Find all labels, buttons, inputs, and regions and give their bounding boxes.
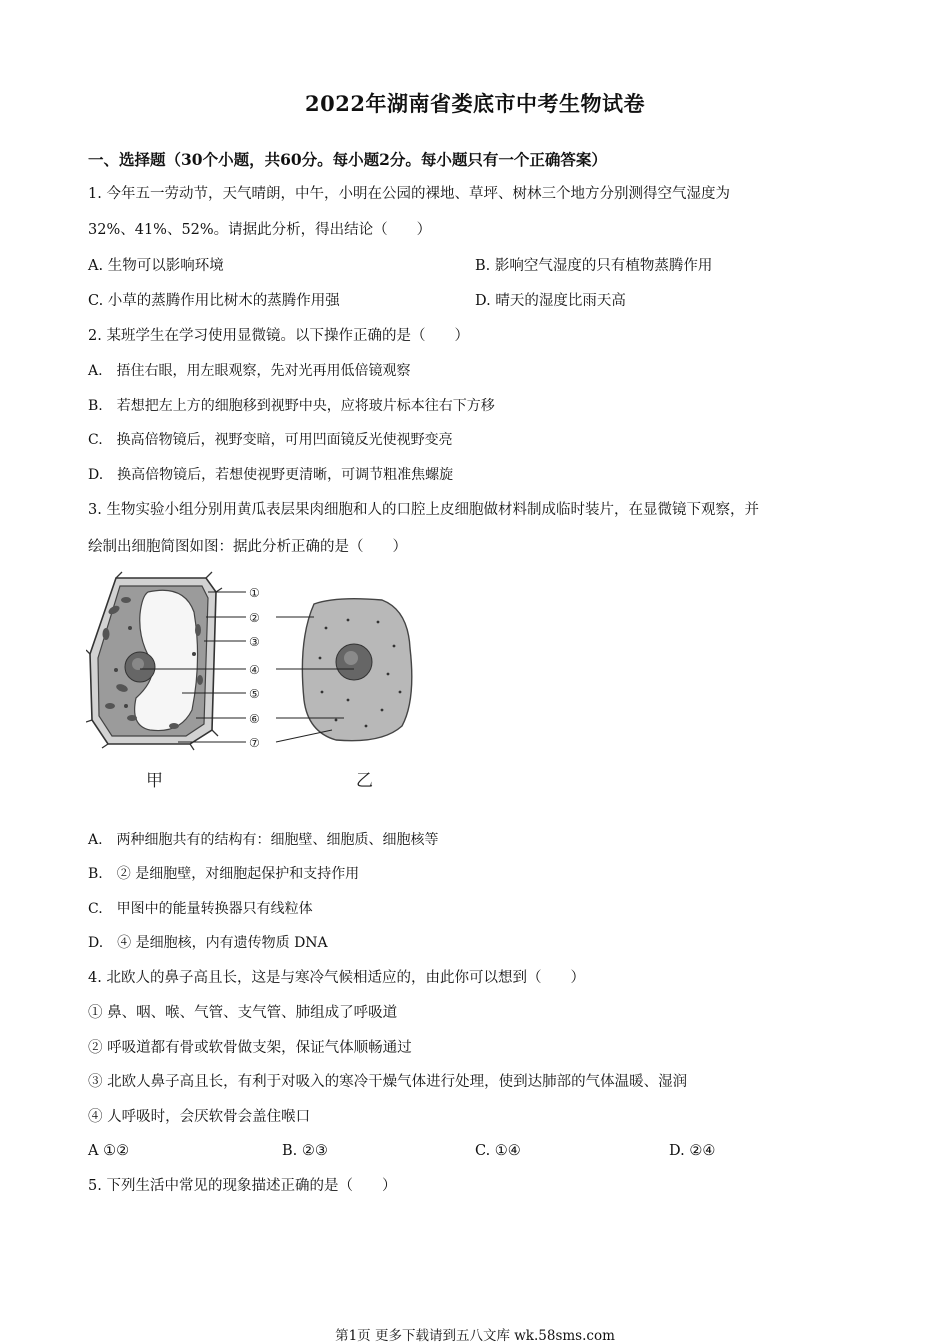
q5-stem: 5. 下列生活中常见的现象描述正确的是（ ） bbox=[88, 1178, 397, 1194]
q4-option-b: B. ②③ bbox=[282, 1143, 328, 1159]
q2-option-d: D. 换高倍物镜后，若想使视野更清晰，可调节粗准焦螺旋 bbox=[88, 467, 454, 483]
page-footer: 第1页 更多下载请到五八文库 wk.58sms.com bbox=[335, 1328, 615, 1344]
q3-option-d: D. ④ 是细胞核，内有遗传物质 DNA bbox=[88, 935, 328, 951]
caption-plant-cell: 甲 bbox=[146, 771, 163, 791]
q3-stem-line1: 3. 生物实验小组分别用黄瓜表层果肉细胞和人的口腔上皮细胞做材料制成临时装片，在显微镜下观察，并 bbox=[88, 502, 759, 518]
q1-option-c: C. 小草的蒸腾作用比树木的蒸腾作用强 bbox=[88, 293, 340, 309]
q4-option-c: C. ①④ bbox=[475, 1143, 521, 1159]
q3-stem-line2: 绘制出细胞简图如图：据此分析正确的是（ ） bbox=[88, 539, 407, 555]
q4-stem: 4. 北欧人的鼻子高且长，这是与寒冷气候相适应的，由此你可以想到（ ） bbox=[88, 970, 585, 986]
q3-option-b: B. ② 是细胞壁，对细胞起保护和支持作用 bbox=[88, 866, 360, 882]
q1-option-a: A. 生物可以影响环境 bbox=[88, 258, 224, 274]
q4-statement-2: ② 呼吸道都有骨或软骨做支架，保证气体顺畅通过 bbox=[88, 1040, 412, 1056]
label-3: ③ bbox=[249, 635, 260, 649]
q3-option-c: C. 甲图中的能量转换器只有线粒体 bbox=[88, 901, 313, 917]
page-title: 2022年湖南省娄底市中考生物试卷 bbox=[305, 91, 645, 116]
plant-cell bbox=[86, 572, 222, 750]
q3-option-a: A. 两种细胞共有的结构有：细胞壁、细胞质、细胞核等 bbox=[88, 832, 439, 848]
q2-stem: 2. 某班学生在学习使用显微镜。以下操作正确的是（ ） bbox=[88, 328, 469, 344]
label-7: ⑦ bbox=[249, 736, 260, 750]
cell-diagram bbox=[86, 570, 426, 796]
label-2: ② bbox=[249, 611, 260, 625]
q4-statement-3: ③ 北欧人鼻子高且长，有利于对吸入的寒冷干燥气体进行处理，使到达肺部的气体温暖、湿润 bbox=[88, 1074, 688, 1090]
q2-option-b: B. 若想把左上方的细胞移到视野中央，应将玻片标本往右下方移 bbox=[88, 398, 495, 414]
q1-option-d: D. 晴天的湿度比雨天高 bbox=[475, 293, 626, 309]
q4-option-d: D. ②④ bbox=[669, 1143, 716, 1159]
caption-animal-cell: 乙 bbox=[356, 771, 373, 791]
section-heading: 一、选择题（30个小题，共60分。每小题2分。每小题只有一个正确答案） bbox=[88, 150, 607, 169]
q2-option-c: C. 换高倍物镜后，视野变暗，可用凹面镜反光使视野变亮 bbox=[88, 432, 453, 448]
q1-stem-line2: 32%、41%、52%。请据此分析，得出结论（ ） bbox=[88, 222, 432, 238]
q4-statement-4: ④ 人呼吸时，会厌软骨会盖住喉口 bbox=[88, 1109, 311, 1125]
q1-option-b: B. 影响空气湿度的只有植物蒸腾作用 bbox=[475, 258, 713, 274]
q4-statement-1: ① 鼻、咽、喉、气管、支气管、肺组成了呼吸道 bbox=[88, 1005, 398, 1021]
label-4: ④ bbox=[249, 663, 260, 677]
label-5: ⑤ bbox=[249, 687, 260, 701]
label-6: ⑥ bbox=[249, 712, 260, 726]
animal-cell bbox=[302, 599, 411, 741]
q1-stem-line1: 1. 今年五一劳动节，天气晴朗，中午，小明在公园的裸地、草坪、树林三个地方分别测得空气湿度为 bbox=[88, 186, 730, 202]
q2-option-a: A. 捂住右眼，用左眼观察，先对光再用低倍镜观察 bbox=[88, 363, 411, 379]
label-1: ① bbox=[249, 586, 260, 600]
q4-option-a: A ①② bbox=[88, 1143, 130, 1159]
